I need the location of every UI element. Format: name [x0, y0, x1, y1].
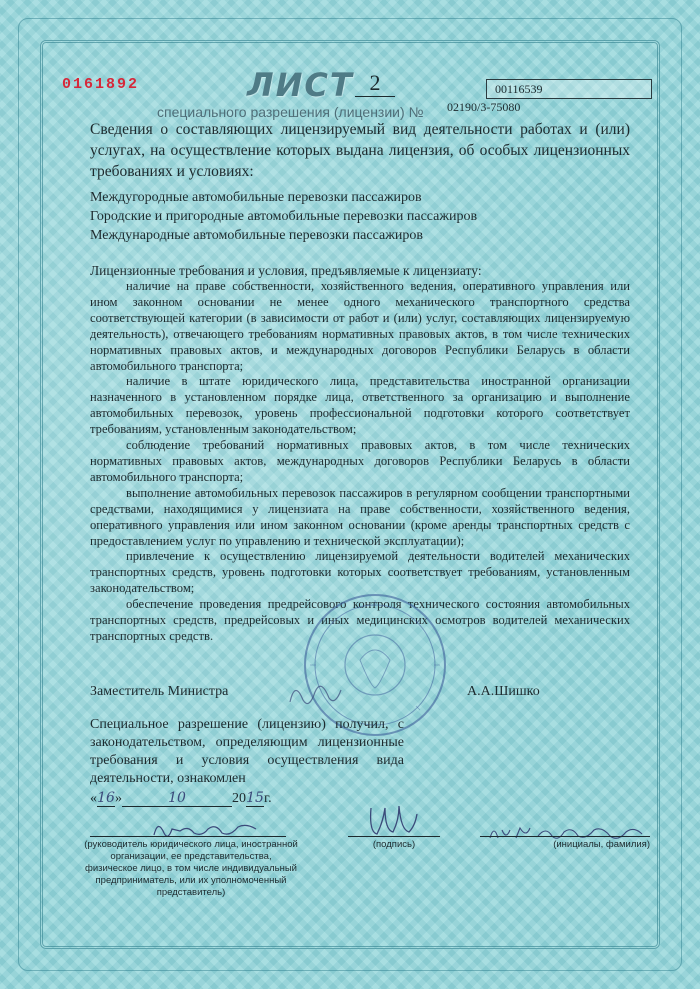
- acknowledgement-text: Специальное разрешение (лицензию) получил, с законодательством, определяющим лицензионные требования и условия осуществления вида деятельности, ознакомлен: [90, 717, 404, 786]
- requirement-item: привлечение к осуществлению лицензируемой деятельности водителей механических транспортных средств, уровень подготовки которых соответствует требованиям, установленным законодательством;: [90, 549, 630, 596]
- requirement-item: соблюдение требований нормативных правовых актов, в том числе технических нормативных правовых актов, международных договоров Республики Беларусь в области автомобильного транспорта;: [90, 438, 630, 484]
- license-box-number: 00116539: [486, 79, 652, 99]
- date-suffix: г.: [264, 791, 272, 806]
- requirement-item: наличие на праве собственности, хозяйственного ведения, оперативного управления или ином законном основании не менее одного механического транспортного средства соответствующей категории (в зависимости от работ и (или) услуг, составляющих лицензируемую деятельность), отвечающего требованиям нормативных правовых актов, в том числе технических нормативных правовых актов, и международных договоров Республики Беларусь в области автомобильного транспорта;: [90, 279, 630, 373]
- representative-sign-line: [90, 836, 286, 837]
- signature-sign-line: [348, 836, 440, 837]
- date-month: 10: [122, 790, 232, 807]
- intro-text: Сведения о составляющих лицензируемый вид деятельности работах и (или) услугах, на осуществление которых выдана лицензия, об особых лицензионных требованиях и условиях:: [90, 121, 630, 180]
- date-year-prefix: 20: [232, 791, 246, 806]
- date-open-quote: «: [90, 791, 97, 806]
- serial-number: 0161892: [62, 76, 140, 93]
- signature-caption: (подпись): [372, 839, 416, 850]
- license-subtitle: специального разрешения (лицензии) №: [157, 104, 424, 120]
- signatory-name: А.А.Шишко: [467, 684, 540, 699]
- requirement-item: обеспечение проведения предрейсового контроля технического состояния автомобильных транспортных средств, предрейсовых и иных медицинских осмотров водителей механических транспортных средств.: [90, 597, 630, 643]
- requirement-item: выполнение автомобильных перевозок пассажиров в регулярном сообщении транспортными средствами, находящимися у лицензиата на праве собственности, хозяйственного ведения, оперативного управления или ином законном основании (кроме аренды транспортных средств с предоставлением услуг по управлению и технической эксплуатации);: [90, 485, 630, 548]
- signatory-title: Заместитель Министра: [90, 684, 229, 699]
- representative-caption: (руководитель юридического лица, иностранной организации, ее представительства, физическое лицо, в том числе индивидуальный предприниматель, или их уполномоченный представитель): [84, 839, 298, 898]
- activity-item: Городские и пригородные автомобильные перевозки пассажиров: [90, 209, 478, 224]
- license-number: 02190/3-75080: [447, 100, 521, 114]
- activity-item: Междугородные автомобильные перевозки пассажиров: [90, 190, 422, 205]
- initials-caption: (инициалы, фамилия): [553, 839, 650, 850]
- requirements-heading: Лицензионные требования и условия, предъявляемые к лицензиату:: [90, 263, 482, 278]
- date-close-quote: »: [115, 791, 122, 806]
- ministry-signature: [285, 672, 345, 712]
- sheet-title: ЛИСТ: [247, 66, 354, 104]
- acknowledgement-date: [90, 790, 272, 807]
- activities-list: [90, 188, 630, 245]
- date-year-suffix: 15: [246, 790, 264, 806]
- requirement-item: наличие в штате юридического лица, представительства иностранной организации назначенного в установленном порядке лица, ответственного за организацию и выполнение автомобильных перевозок, уровень профессиональной подготовки которого соответствует требованиям, установленным законодательством;: [90, 374, 630, 437]
- activity-item: Международные автомобильные перевозки пассажиров: [90, 228, 423, 243]
- sheet-number: 2: [355, 70, 395, 97]
- initials-sign-line: [480, 836, 650, 837]
- date-day: 16: [97, 790, 115, 806]
